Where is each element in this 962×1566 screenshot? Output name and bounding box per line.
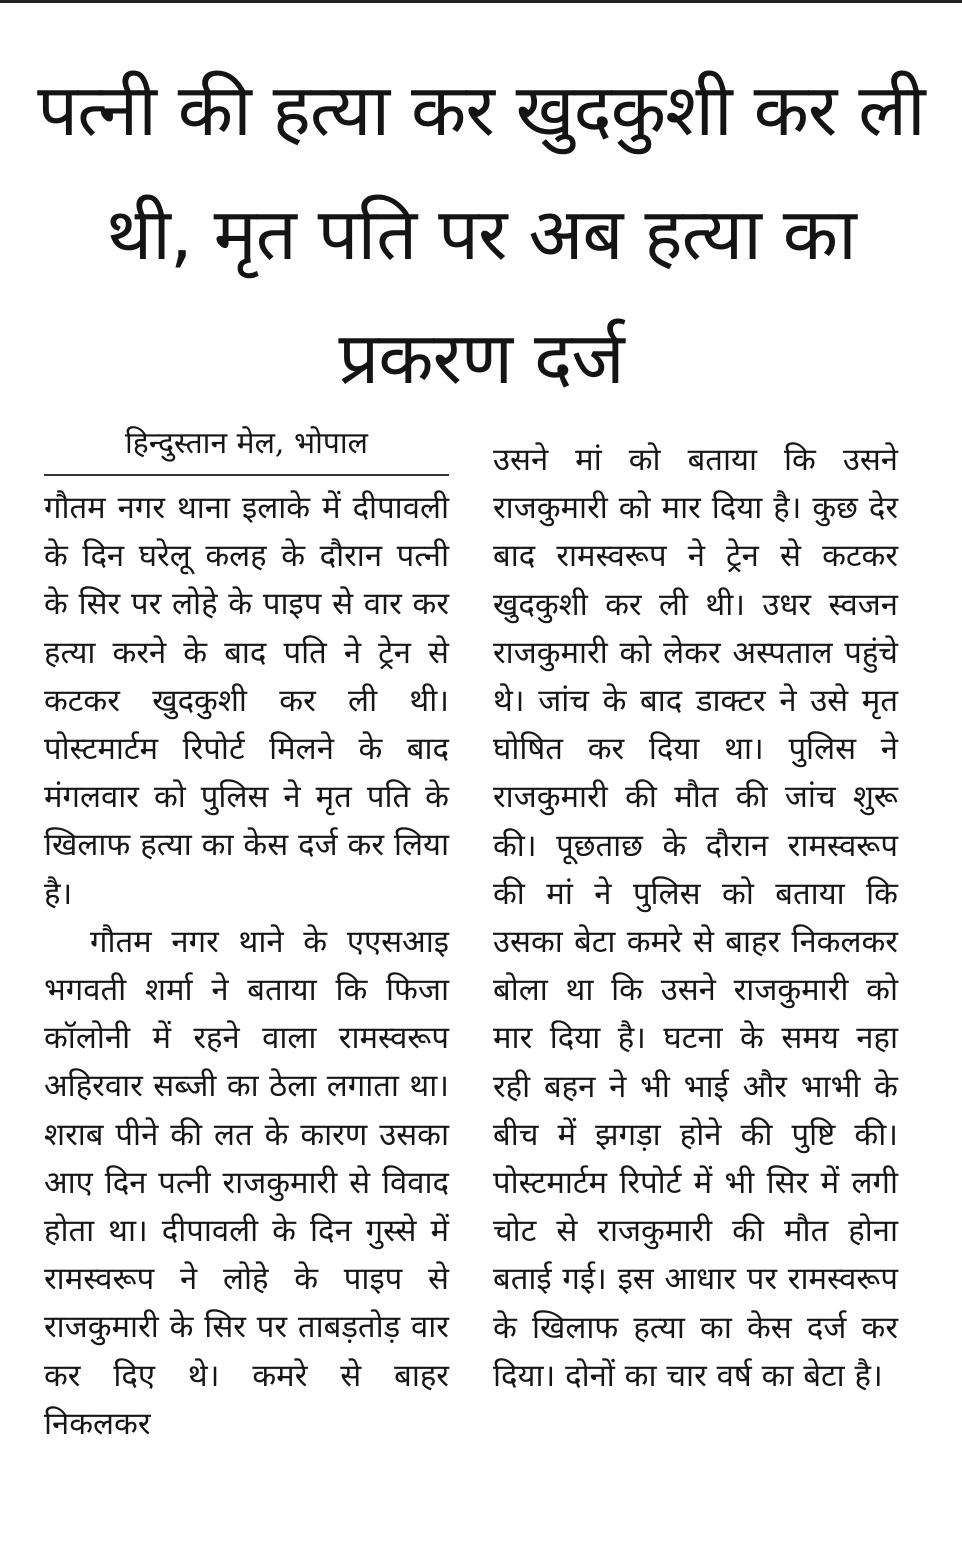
byline-divider: [44, 474, 449, 476]
article-headline: पत्नी की हत्या कर खुदकुशी कर ली थी, मृत पति पर अब हत्या का प्रकरण दर्ज: [37, 68, 925, 400]
article-paragraph-2: गौतम नगर थाने के एएसआइ भगवती शर्मा ने बताया कि फिजा कॉलोनी में रहने वाला रामस्वरूप अहिरवार सब्जी का ठेला लगाता था। शराब पीने की लत के कारण उसका आए दिन पत्नी राजकुमारी से विवाद होता था। दीपावली के दिन गुस्से में रामस्वरूप ने लोहे के पाइप से राजकुमारी के सिर पर ताबड़तोड़ वार कर दिए थे। कमरे से बाहर निकलकर: [44, 923, 449, 1442]
article-paragraph-3: उसने मां को बताया कि उसने राजकुमारी को मार दिया है। कुछ देर बाद रामस्वरूप ने ट्रेन से कटकर खुदकुशी कर ली थी। उधर स्वजन राजकुमारी को लेकर अस्पताल पहुंचे थे। जांच के बाद डाक्टर ने उसे मृत घोषित कर दिया था। पुलिस ने राजकुमारी की मौत की जांच शुरू की। पूछताछ के दौरान रामस्वरूप की मां ने पुलिस को बताया कि उसका बेटा कमरे से बाहर निकलकर बोला था कि उसने राजकुमारी को मार दिया है। घटना के समय नहा रही बहन ने भी भाई और भाभी के बीच में झगड़ा होने की पुष्टि की। पोस्टमार्टम रिपोर्ट में भी सिर में लगी चोट से राजकुमारी की मौत होना बताई गई। इस आधार पर रामस्वरूप के खिलाफ हत्या का केस दर्ज कर दिया। दोनों का चार वर्ष का बेटा है।: [493, 442, 898, 1394]
article-column-right: [493, 436, 898, 1400]
top-border-rule: [0, 0, 962, 3]
article-paragraph-1: गौतम नगर थाना इलाके में दीपावली के दिन घरेलू कलह के दौरान पत्नी के सिर पर लोहे के पाइप से वार कर हत्या करने के बाद पति ने ट्रेन से कटकर खुदकुशी कर ली थी। पोस्टमार्टम रिपोर्ट मिलने के बाद मंगलवार को पुलिस ने मृत पति के खिलाफ हत्या का केस दर्ज कर लिया है।: [44, 490, 449, 912]
article-byline: हिन्दुस्तान मेल, भोपाल: [125, 426, 368, 461]
article-column-left: [44, 484, 449, 1448]
